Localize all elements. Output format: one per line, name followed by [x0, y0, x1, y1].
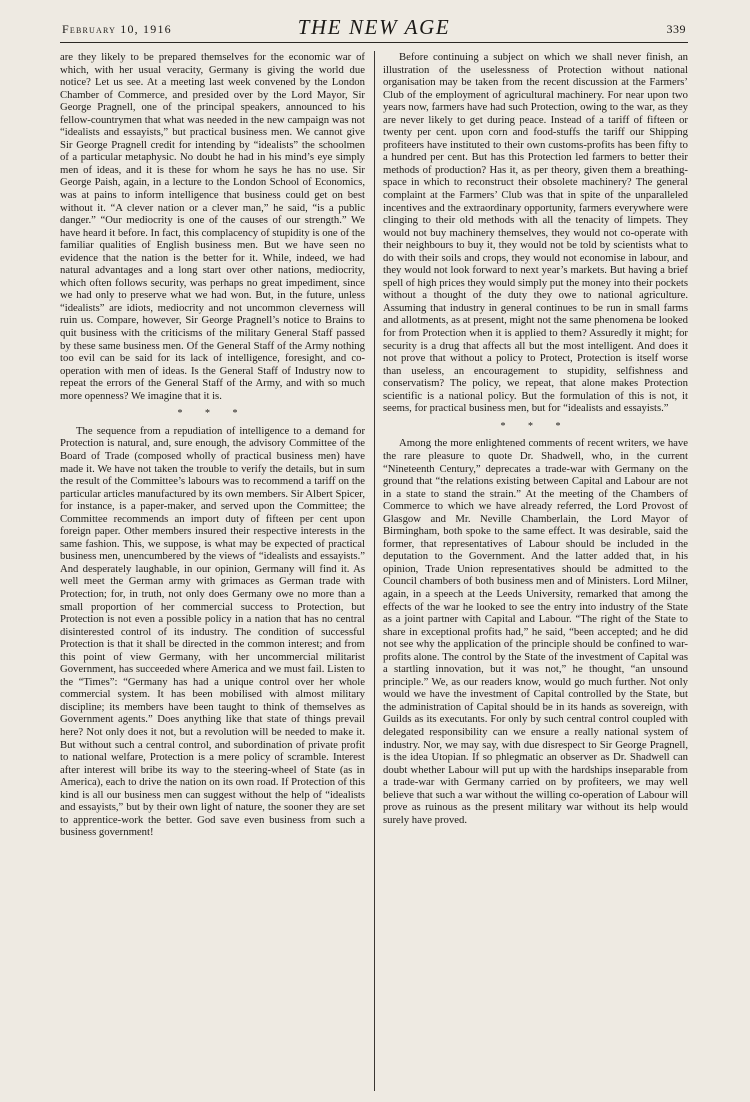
right-column: [383, 51, 688, 839]
column-divider: [374, 51, 375, 1091]
publication-title: THE NEW AGE: [297, 15, 451, 39]
paragraph: The sequence from a repudiation of intelligence to a demand for Protection is natural, and, sure enough, the advisory Committee of the Board of Trade (composed wholly of practical business men) have made it. We have not taken the trouble to verify the details, but in sum the result of the Committee’s labours was to recommend a tariff on the particular articles manufactured by its own members. Sir Albert Spicer, for instance, is a paper-maker, and served upon the Committee; the Committee recommends an import duty of fifteen per cent upon foreign paper. Other members insured their respective interests in the same fashion. This, we suppose, is what may be expected of practical business men, unencumbered by the views of “idealists and essayists.” And desperately laughable, in our opinion, Germany will find it. As well meet the German army with grimaces as German trade with Protection; for, in truth, not only does Germany owe no more than a small proportion of her commercial success to Protection, but Protection is not even a possible policy in a nation that has no central disinterested control of its industry. The condition of successful Protection is that it shall be directed in the common interest; and from this point of view Germany, with her uncommercial militarist Government, has succeeded where America and we must fail. Listen to the “Times”: “Germany has had a unique control over her whole commercial system. It has been mobilised with almost military discipline; its members have been taught to think of themselves as Government agents.” Does anything like that state of things prevail here? Not only does it not, but a revolution will be needed to make it. But without such a central control, and subordination of private profit to national welfare, Protection is a mere policy of scramble. Interest after interest will bribe its way to the steering-wheel of State (as in America), each to drive the nation on its own road. If Protection of this kind is all our business men can suggest without the help of “idealists and essayists,” but by their own light of nature, the sooner they are set to apprentice-work the better. God save even business from such a business government!: [60, 424, 365, 839]
paragraph: Among the more enlightened comments of recent writers, we have the rare pleasure to quote Dr. Shadwell, who, in the current “Nineteenth Century,” deprecates a trade-war with Germany on the ground that “the relations existing between Capital and Labour are not in a state to stand the strain.” At the meeting of the Chambers of Commerce to which we have already referred, the Lord Provost of Glasgow and Mr. Neville Chamberlain, the Lord Mayor of Birmingham, both spoke to the same effect. It was desirable, said the former, that representatives of Labour should be included in the deputation to the Government. And the latter added that, in his opinion, Trade Union representatives should be admitted to the Council chambers of both business men and of Ministers. Lord Milner, again, in a speech at the Leeds University, remarked that among the effects of the war he looked to see the entry into industry of the State as a joint partner with Capital and Labour. “The right of the State to share in exceptional profits had,” he said, “been accepted; and he did not see why the application of the principle should be confined to war-profits alone. The control by the State of the investment of Capital was a startling innovation, but it was not,” he thought, “an unsound principle.” We, as our readers know, would go much further. Not only would we have the investment of Capital controlled by the State, but the administration of Capital should be in its hands as sovereign, with Guilds as its executants. For only by such central control coupled with delegated responsibility can we ensure a really national system of industry. Nor, we may say, with due disrespect to Sir George Pragnell, is the idea Utopian. If so phlegmatic an observer as Dr. Shadwell can doubt whether Labour will put up with the hardships inseparable from a trade-war with Germany carried on by profiteers, we may well believe that such a war without the willing co-operation of Labour will prove as ruinous as the present military war without its help would surely have proved.: [383, 437, 688, 826]
page-number: 339: [666, 22, 686, 36]
section-break: * * *: [177, 408, 248, 420]
left-column: [60, 51, 365, 839]
article-columns: [60, 51, 688, 839]
masthead: [60, 16, 688, 43]
paragraph: Before continuing a subject on which we shall never finish, an illustration of the uselessness of Protection without national organisation may be taken from the recent discussion at the Farmers’ Club of the employment of agricultural machinery. For near upon two years now, farmers have had such Protection, owing to the war, as they are never likely to get during peace. Instead of a tariff of fifteen or twenty per cent. upon corn and food-stuffs the tariff our Shipping profiteers have instituted to their own customs-profits has been fifty to a hundred per cent. But has this Protection led farmers to better their methods of production? Has it, as per theory, given them a breathing-space in which to reconstruct their obsolete machinery? The general complaint at the Farmers’ Club was that in spite of the unparalleled incentives and the extraordinary opportunity, farmers everywhere were clinging to their old methods with all the tenacity of limpets. They would not buy machinery themselves, they would not co-operate with their neighbours to buy it, they would not be told by scientists what to do with their soils and crops, they would not economise in labour, and they would not look forward to next year’s markets. But having a brief spell of high prices they would simply put the money into their pockets without a thought of the duty they owe to national agriculture. Assuming that industry in general continues to be run in small farms and allotments, as at present, might not the same phenomena be looked for from Protection when it is applied to them? Assuredly it might; for security is a drug that affects all but the most intelligent. And does it not prove that without a policy to Protect, Protection is itself worse than useless, an encouragement to stupidity, selfishness and conservatism? The policy, we repeat, that alone makes Protection scientific is a national policy. But the formulation of this is not, it seems, for practical business men, but for “idealists and essayists.”: [383, 51, 688, 415]
paragraph: are they likely to be prepared themselves for the economic war of which, with her usual veracity, Germany is giving the world due notice? Let us see. At a meeting last week convened by the London Chamber of Commerce, and presided over by the Lord Mayor, Sir George Pragnell, one of the principal speakers, announced to his fellow-countrymen that what was needed in the new campaign was not “idealists and essayists,” but practical business men. We cannot give Sir George Pragnell credit for intending by “idealists” the schoolmen of a particular metaphysic. No doubt he had in his mind’s eye simply men of ideas, and it is these for whom he says he has no use. Sir George Paish, again, in a lecture to the London School of Economics, was at pains to inform intelligence that business could get on best without it. “A clever nation or a clever man,” he said, “is a public danger.” “Our mediocrity is one of the causes of our strength.” We have heard it before. In fact, this complacency of stupidity is one of the familiar qualities of English business men. But we have seen no evidence that the nation is the better for it. While, indeed, we had natural advantages and a long start over other nations, mediocrity, which often follows security, was perhaps no great impediment, since we had only to preserve what we had won. But, in the future, unless “idealists” are idiots, mediocrity and not uncommon cleverness will ruin us. Compare, however, Sir George Pragnell’s notice to Brains to quit business with the criticisms of the military General Staff passed by these same business men. Of the General Staff of the Army nothing too evil can be said for its lack of intelligence, foresight, and co-operation with men of ideas. Is the General Staff of Industry now to repeat the errors of the General Staff of the Army, and with so much more openness? We imagine that it is.: [60, 51, 365, 402]
section-break: * * *: [500, 420, 571, 432]
issue-date: February 10, 1916: [62, 22, 172, 36]
